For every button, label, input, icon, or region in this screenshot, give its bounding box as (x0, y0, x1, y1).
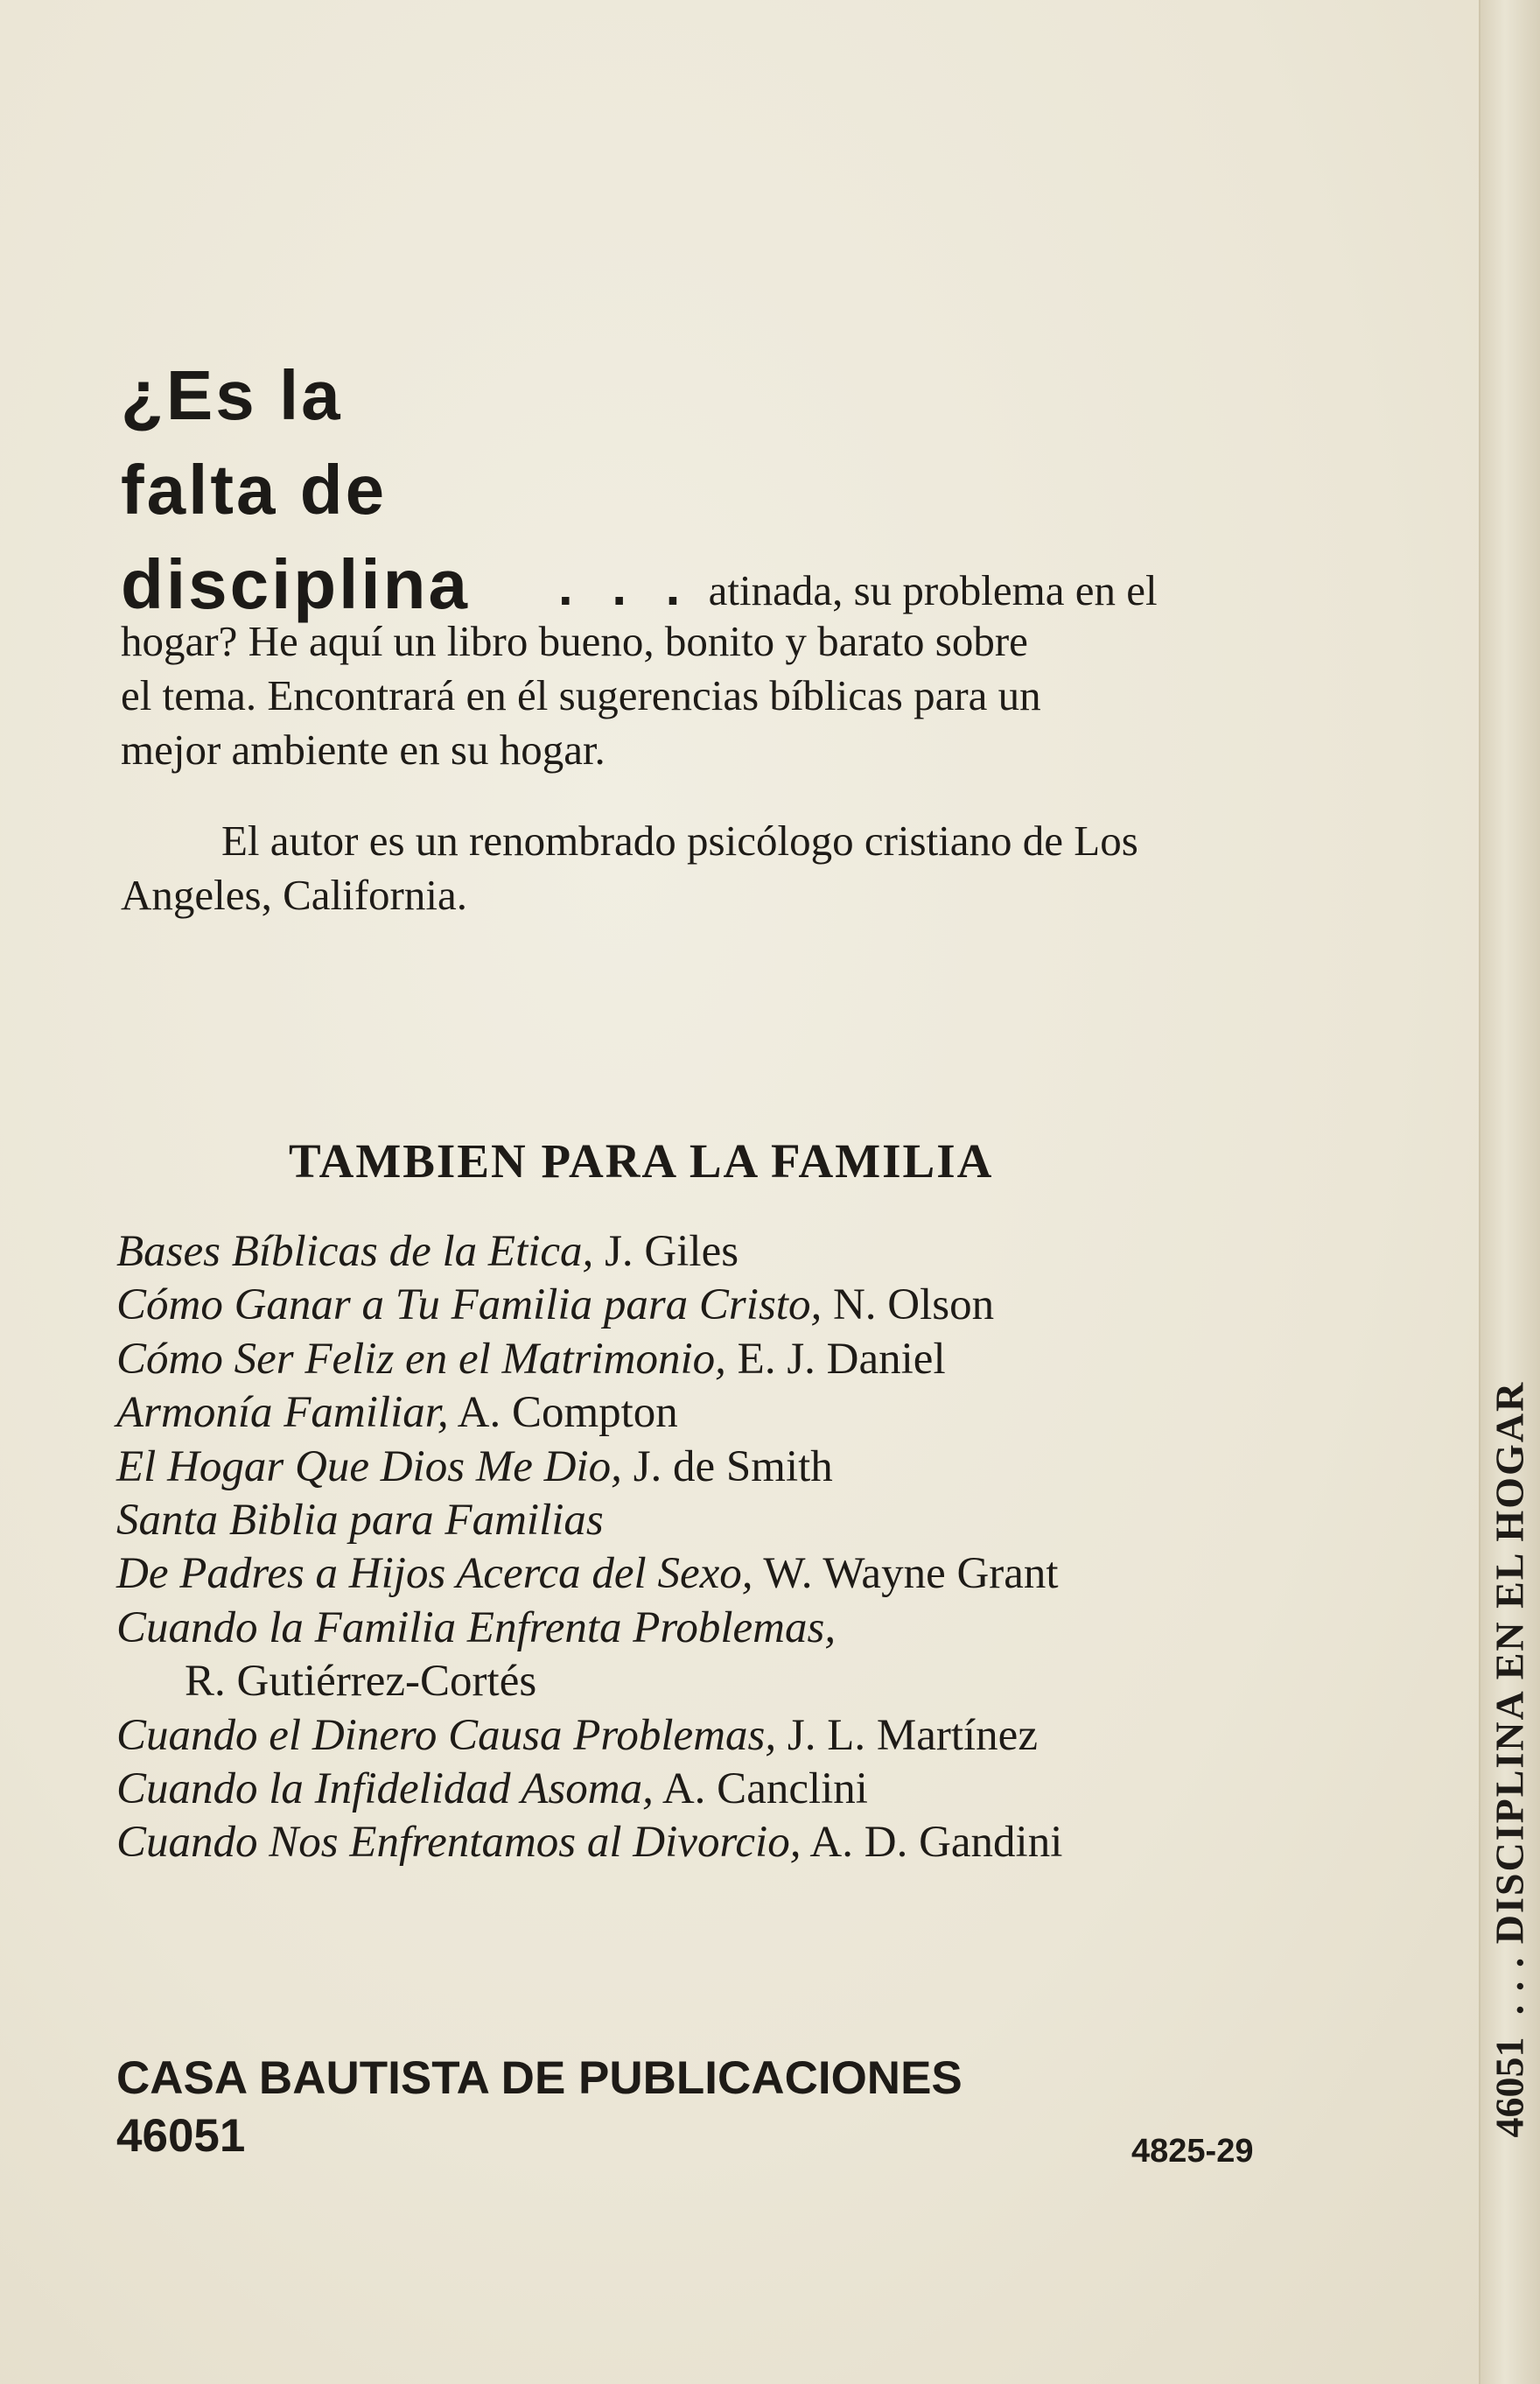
intro-first-line (558, 557, 1158, 618)
book-author: J. L. Martínez (787, 1710, 1038, 1760)
book-author: A. Canclini (662, 1764, 868, 1814)
book-author: J. Giles (605, 1227, 739, 1276)
book-title: Cuando el Dinero Causa Problemas, (116, 1710, 777, 1760)
book-list-item (116, 1709, 1280, 1763)
book-list-item (116, 1763, 1280, 1816)
spine-code: 46051 (1487, 2037, 1532, 2138)
book-list-item (116, 1225, 1280, 1279)
book-title: De Padres a Hijos Acerca del Sexo, (116, 1549, 753, 1599)
related-books-title: TAMBIEN PARA LA FAMILIA (289, 1134, 994, 1188)
author-note: El autor es un renombrado psicólogo cristiano de Los Angeles, California. (121, 817, 1138, 919)
heading-word-disciplina: disciplina (121, 545, 470, 623)
heading-line-3 (121, 545, 470, 623)
book-list-item (116, 1333, 1280, 1386)
heading-ellipsis: . . . (558, 557, 693, 616)
intro-line-3: el tema. Encontrará en él sugerencias bíblicas para un (121, 671, 1041, 719)
book-spine (1479, 0, 1540, 2384)
spine-title: . . . DISCIPLINA EN EL HOGAR (1487, 1380, 1532, 2016)
book-list-item (116, 1386, 1280, 1440)
intro-inline-text: atinada, su problema en el (708, 566, 1158, 614)
book-title: Cómo Ser Feliz en el Matrimonio, (116, 1334, 726, 1384)
intro-line-4: mejor ambiente en su hogar. (121, 726, 606, 774)
book-title: Cuando Nos Enfrentamos al Divorcio, (116, 1818, 802, 1868)
book-title: Cómo Ganar a Tu Familia para Cristo, (116, 1280, 822, 1330)
book-title: Cuando la Familia Enfrenta Problemas, (116, 1602, 836, 1652)
book-title: Cuando la Infidelidad Asoma, (116, 1764, 654, 1814)
publisher-code: 46051 (116, 2110, 246, 2162)
related-books-list (116, 1225, 1280, 1870)
book-author: A. Compton (457, 1388, 678, 1438)
book-author: A. D. Gandini (809, 1818, 1063, 1868)
book-author: J. de Smith (633, 1441, 833, 1491)
book-list-item (116, 1816, 1280, 1869)
publisher-name: CASA BAUTISTA DE PUBLICACIONES (116, 2052, 962, 2104)
book-list-item (116, 1441, 1280, 1494)
book-author: R. Gutiérrez-Cortés (185, 1657, 537, 1707)
book-title: Santa Biblia para Familias (116, 1496, 604, 1546)
book-title: Armonía Familiar, (116, 1388, 449, 1438)
book-title: Bases Bíblicas de la Etica, (116, 1227, 594, 1276)
book-author: N. Olson (832, 1280, 995, 1330)
book-title: El Hogar Que Dios Me Dio, (116, 1441, 622, 1491)
book-list-item (116, 1279, 1280, 1332)
book-list-item (116, 1602, 1280, 1709)
catalog-number: 4825-29 (1131, 2133, 1254, 2170)
book-list-item (116, 1547, 1280, 1601)
book-list-item (116, 1494, 1280, 1547)
heading-line-2: falta de (121, 451, 388, 529)
heading-line-1: ¿Es la (121, 356, 343, 434)
book-author: E. J. Daniel (737, 1334, 946, 1384)
intro-line-2: hogar? He aquí un libro bueno, bonito y barato sobre (121, 617, 1028, 665)
book-author: W. Wayne Grant (763, 1549, 1059, 1599)
